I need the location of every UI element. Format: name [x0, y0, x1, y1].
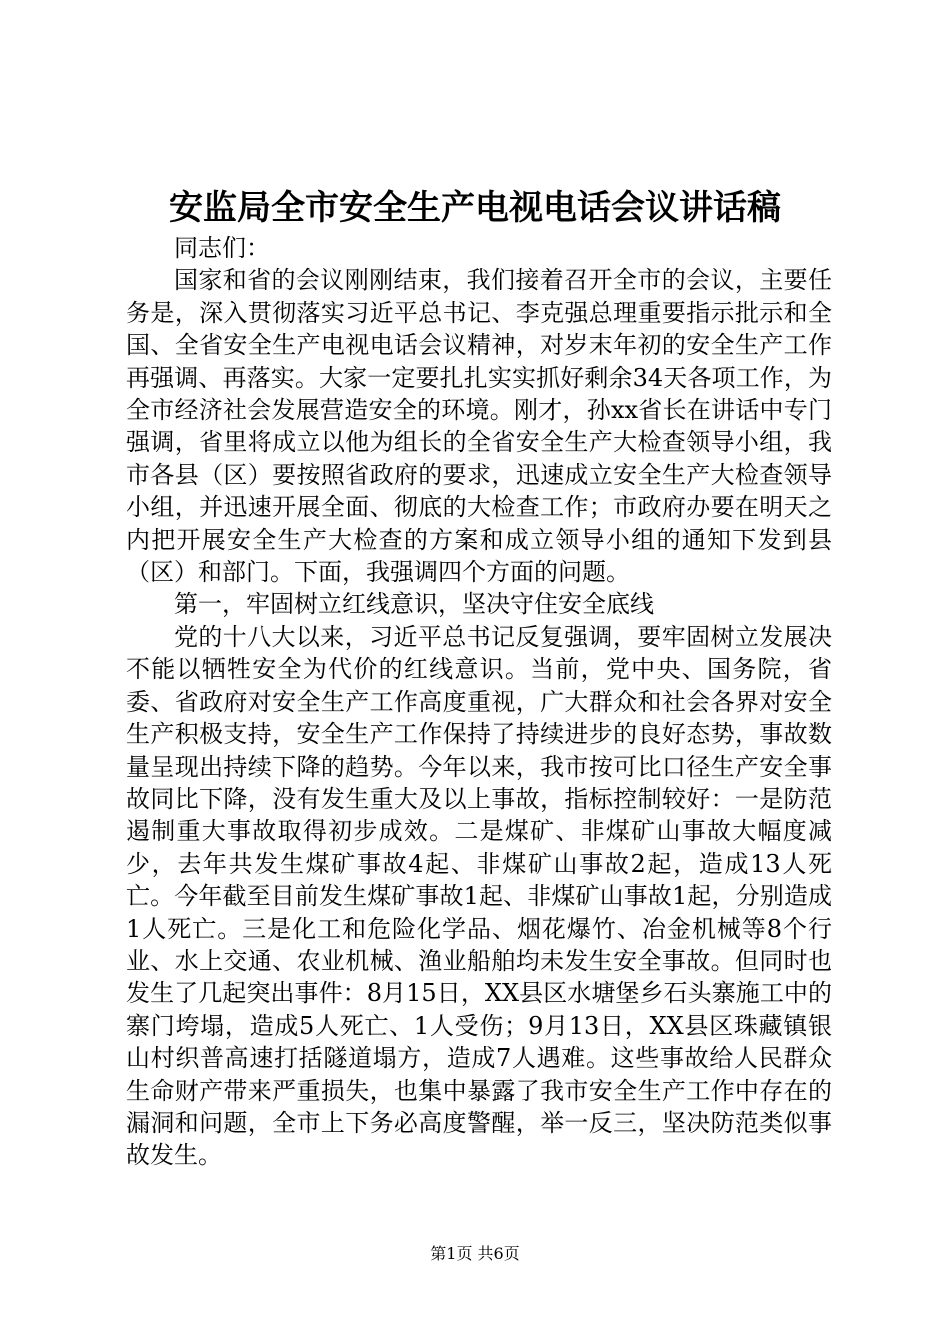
- section-heading-1: 第一，牢固树立红线意识，坚决守住安全底线: [174, 590, 654, 619]
- salutation: 同志们：: [174, 234, 270, 262]
- paragraph-intro: 国家和省的会议刚刚结束，我们接着召开全市的会议，主要任务是，深入贯彻落实习近平总书记、李克强总理重要指示批示和全国、全省安全生产电视电话会议精神，对岁末年初的安全生产工作再强调、再落实。大家一定要扎扎实实抓好剩余34天各项工作，为全市经济社会发展营造安全的环境。刚才，孙xx省长在讲话中专门强调，省里将成立以他为组长的全省安全生产大检查领导小组，我市各县（区）要按照省政府的要求，迅速成立安全生产大检查领导小组，并迅速开展全面、彻底的大检查工作；市政府办要在明天之内把开展安全生产大检查的方案和成立领导小组的通知下发到县（区）和部门。下面，我强调四个方面的问题。: [126, 266, 832, 587]
- paragraph-section-1: 党的十八大以来，习近平总书记反复强调，要牢固树立发展决不能以牺牲安全为代价的红线意识。当前，党中央、国务院，省委、省政府对安全生产工作高度重视，广大群众和社会各界对安全生产积极支持，安全生产工作保持了持续进步的良好态势，事故数量呈现出持续下降的趋势。今年以来，我市按可比口径生产安全事故同比下降，没有发生重大及以上事故，指标控制较好：一是防范遏制重大事故取得初步成效。二是煤矿、非煤矿山事故大幅度减少，去年共发生煤矿事故4起、非煤矿山事故2起，造成13人死亡。今年截至目前发生煤矿事故1起、非煤矿山事故1起，分别造成1人死亡。三是化工和危险化学品、烟花爆竹、冶金机械等8个行业、水上交通、农业机械、渔业船舶均未发生安全事故。但同时也发生了几起突出事件：8月15日，XX县区水塘堡乡石头寨施工中的寨门垮塌，造成5人死亡、1人受伤；9月13日，XX县区珠藏镇银山村织普高速打括隧道塌方，造成7人遇难。这些事故给人民群众生命财产带来严重损失，也集中暴露了我市安全生产工作中存在的漏洞和问题，全市上下务必高度警醒，举一反三，坚决防范类似事故发生。: [126, 622, 832, 1170]
- page-number: 第1页 共6页: [430, 1244, 520, 1263]
- document-title: 安监局全市安全生产电视电话会议讲话稿: [169, 188, 781, 228]
- document-body: [126, 232, 832, 1172]
